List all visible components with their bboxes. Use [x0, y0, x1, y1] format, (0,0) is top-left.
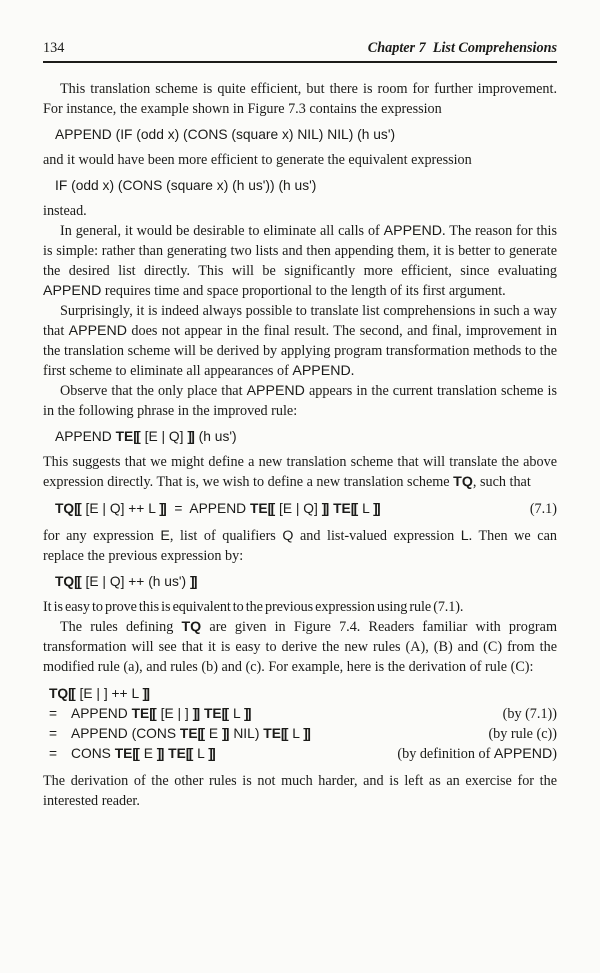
derivation-note: (by rule (c)): [488, 726, 557, 742]
derivation-code: CONS TE[[ E ]] TE[[ L ]]: [71, 746, 215, 761]
derivation-row: [43, 704, 557, 724]
derivation-row: [43, 684, 557, 704]
equation-code: TQ[[ [E | Q] ++ L ]] = APPEND TE[[ [E | Q] ]] TE[[ L ]]: [55, 501, 379, 516]
paragraph: This suggests that we might define a new translation scheme that will translate the above expression directly. That is, we wish to define a new translation scheme TQ, such that: [43, 454, 557, 490]
paragraph: This translation scheme is quite efficient, but there is room for further improvement. For instance, the example shown in Figure 7.3 contains the expression: [43, 81, 557, 117]
page-body: [43, 79, 557, 811]
paragraph: Observe that the only place that APPEND appears in the current translation scheme is in the following phrase in the improved rule:: [43, 383, 557, 419]
paragraph: The rules defining TQ are given in Figure 7.4. Readers familiar with program transformation will see that it is easy to derive the new rules (A), (B) and (C) from the modified rule (a), and rules (b) and (c). For example, here is the derivation of rule (C):: [43, 619, 557, 675]
paragraph: In general, it would be desirable to eliminate all calls of APPEND. The reason for this is simple: rather than generating two lists and then appending them, it is better to generate the desired list directly. This will be significantly more efficient, since evaluating APPEND requires time and space proportional to the length of its first argument.: [43, 223, 557, 299]
paragraph: The derivation of the other rules is not much harder, and is left as an exercise for the interested reader.: [43, 773, 557, 809]
derivation-op: =: [49, 706, 58, 721]
equation-number: (7.1): [529, 501, 557, 517]
derivation-note: (by definition of APPEND): [397, 746, 557, 762]
paragraph: Surprisingly, it is indeed always possible to translate list comprehensions in such a way that APPEND does not appear in the final result. The second, and final, improvement in the translation scheme will be derived by applying program transformation methods to the first scheme to eliminate all appearances of APPEND.: [43, 303, 557, 379]
derivation-row: [43, 744, 557, 764]
header-rule: [43, 61, 557, 63]
paragraph: for any expression E, list of qualifiers Q and list-valued expression L. Then we can replace the previous expression by:: [43, 528, 557, 564]
derivation-code: APPEND (CONS TE[[ E ]] NIL) TE[[ L ]]: [71, 726, 310, 741]
code-line: APPEND TE[[ [E | Q] ]] (h us'): [55, 429, 237, 444]
derivation-code: APPEND TE[[ [E | ] ]] TE[[ L ]]: [71, 706, 250, 721]
paragraph: It is easy to prove this is equivalent to the previous expression using rule (7.1).: [43, 599, 464, 615]
derivation-block: [43, 684, 557, 764]
derivation-note: (by (7.1)): [502, 706, 557, 722]
derivation-row: [43, 724, 557, 744]
chapter-header: Chapter 7 List Comprehensions: [367, 40, 557, 56]
page-header: [43, 0, 557, 57]
paragraph: instead.: [43, 203, 87, 219]
derivation-op: =: [49, 746, 58, 761]
code-line: IF (odd x) (CONS (square x) (h us')) (h us'): [55, 178, 317, 193]
code-line: TQ[[ [E | Q] ++ (h us') ]]: [55, 574, 196, 589]
code-line: APPEND (IF (odd x) (CONS (square x) NIL) NIL) (h us'): [55, 127, 396, 142]
derivation-code: TQ[[ [E | ] ++ L ]]: [49, 686, 149, 701]
paragraph: and it would have been more efficient to generate the equivalent expression: [43, 152, 472, 168]
equation: [43, 499, 557, 519]
page-number: 134: [43, 40, 65, 56]
derivation-op: =: [49, 726, 58, 741]
